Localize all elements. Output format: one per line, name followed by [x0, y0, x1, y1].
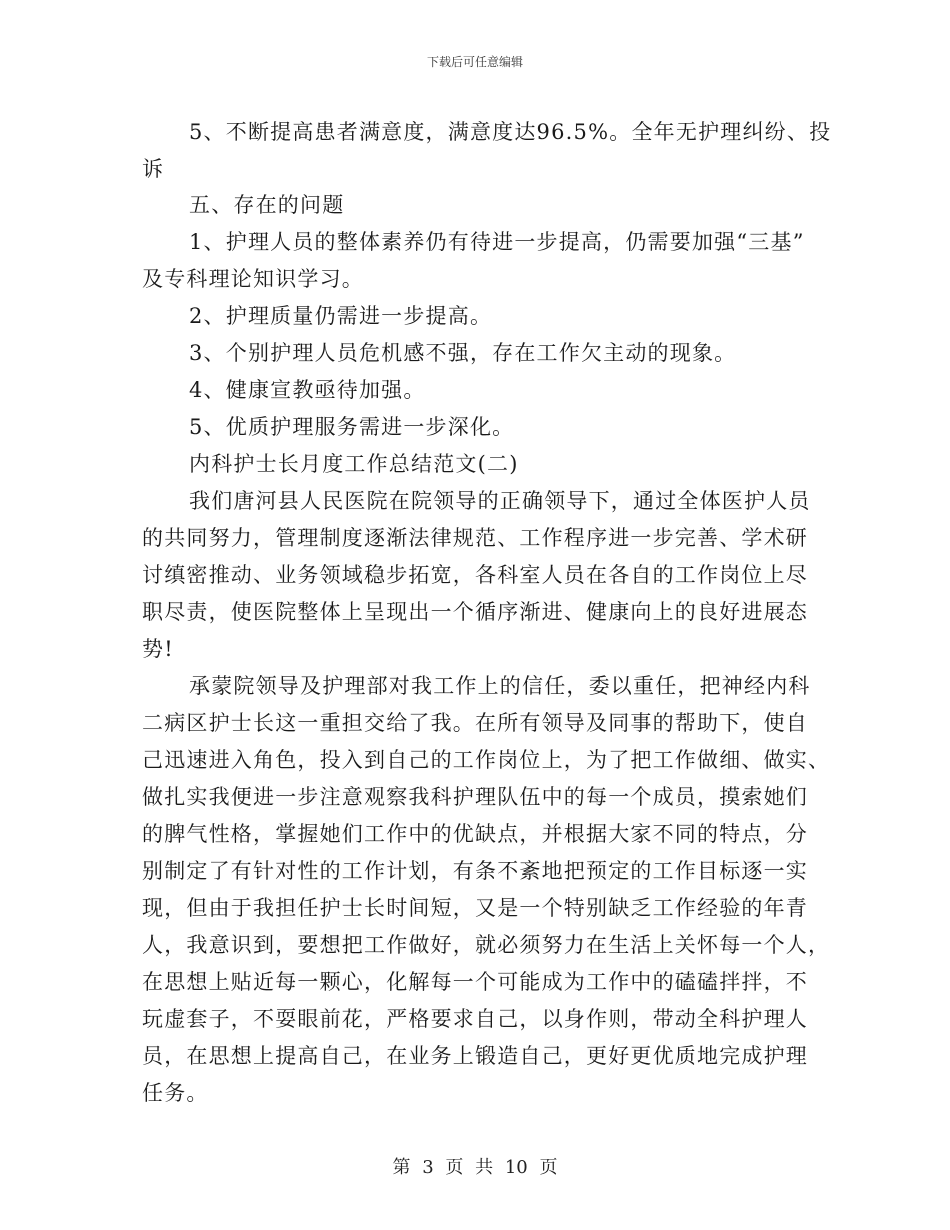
text-line: 职尽责，使医院整体上呈现出一个循序渐进、健康向上的良好进展态 — [142, 600, 808, 624]
text-line: 在思想上贴近每一颗心，化解每一个可能成为工作中的磕磕拌拌，不 — [142, 970, 808, 994]
text-line: 2、护理质量仍需进一步提高。 — [189, 304, 493, 328]
text-line: 及专科理论知识学习。 — [142, 267, 364, 291]
text-line: 员，在思想上提高自己，在业务上锻造自己，更好更优质地完成护理 — [142, 1044, 808, 1068]
text-line: 我们唐河县人民医院在院领导的正确领导下，通过全体医护人员 — [189, 489, 811, 513]
text-line: 做扎实我便进一步注意观察我科护理队伍中的每一个成员，摸索她们 — [142, 785, 808, 809]
page-header: 下载后可任意编辑 — [426, 55, 523, 69]
text-line: 1、护理人员的整体素养仍有待进一步提高，仍需要加强“三基” — [189, 230, 805, 254]
text-line: 别制定了有针对性的工作计划，有条不紊地把预定的工作目标逐一实 — [142, 859, 808, 883]
text-line: 讨缜密推动、业务领域稳步拓宽，各科室人员在各自的工作岗位上尽 — [142, 563, 808, 587]
text-line: 己迅速进入角色，投入到自己的工作岗位上，为了把工作做细、做实、 — [142, 748, 831, 772]
text-line: 现，但由于我担任护士长时间短，又是一个特别缺乏工作经验的年青 — [142, 896, 808, 920]
text-line: 势! — [142, 637, 174, 661]
text-line: 人，我意识到，要想把工作做好，就必须努力在生活上关怀每一个人， — [142, 933, 831, 957]
section-heading: 五、存在的问题 — [189, 193, 345, 217]
text-line: 3、个别护理人员危机感不强，存在工作欠主动的现象。 — [189, 341, 737, 365]
document-title: 内科护士长月度工作总结范文(二) — [189, 452, 519, 476]
text-line: 诉 — [142, 157, 165, 181]
text-line: 4、健康宣教亟待加强。 — [189, 378, 426, 402]
text-line: 5、不断提高患者满意度，满意度达96.5%。全年无护理纠纷、投 — [189, 120, 832, 144]
text-line: 的脾气性格，掌握她们工作中的优缺点，并根据大家不同的特点，分 — [142, 822, 808, 846]
text-line: 的共同努力，管理制度逐渐法律规范、工作程序进一步完善、学术研 — [142, 526, 808, 550]
text-line: 二病区护士长这一重担交给了我。在所有领导及同事的帮助下，使自 — [142, 711, 808, 735]
text-line: 玩虚套子，不耍眼前花，严格要求自己，以身作则，带动全科护理人 — [142, 1007, 808, 1031]
text-line: 5、优质护理服务需进一步深化。 — [189, 415, 515, 439]
page-number: 第 3 页 共 10 页 — [392, 1157, 558, 1178]
text-line: 承蒙院领导及护理部对我工作上的信任，委以重任，把神经内科 — [189, 674, 811, 698]
text-line: 任务。 — [142, 1081, 209, 1105]
